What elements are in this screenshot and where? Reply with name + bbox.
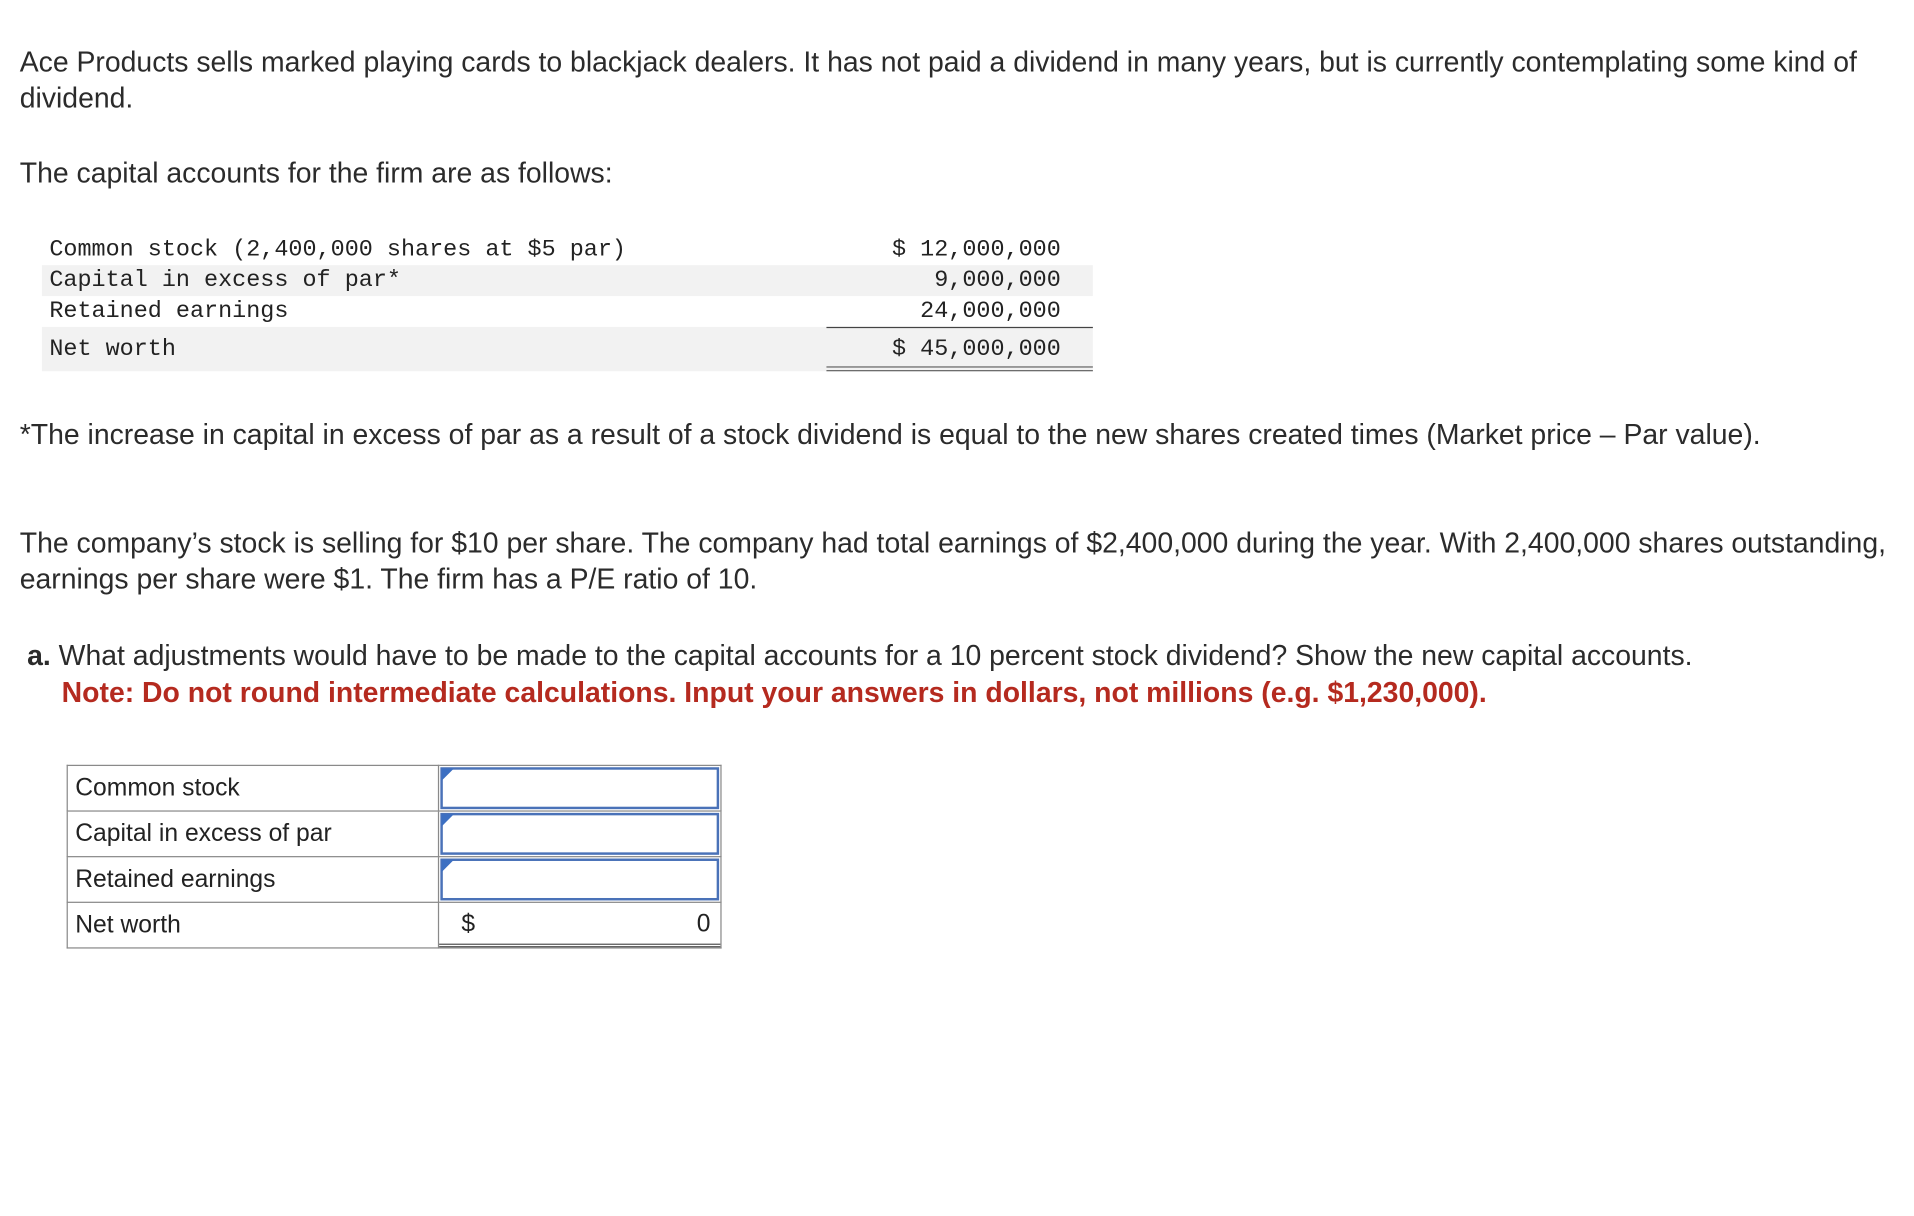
retained-earnings-input-cell xyxy=(439,857,721,903)
capital-total-label: Net worth xyxy=(49,335,176,363)
net-worth-cell xyxy=(439,902,721,948)
capital-accounts-table xyxy=(42,234,1093,371)
common-stock-input-cell xyxy=(439,765,721,811)
answer-row xyxy=(67,811,721,857)
answer-row xyxy=(67,765,721,811)
answer-row xyxy=(67,857,721,903)
capital-row xyxy=(42,296,1093,327)
answer-table xyxy=(67,765,722,949)
capital-row xyxy=(42,234,1093,265)
answer-row-label: Common stock xyxy=(67,765,438,811)
input-marker-icon xyxy=(442,860,454,872)
intro-paragraph: Ace Products sells marked playing cards to blackjack dealers. It has not paid a dividend in many years, but is currently contemplating some kind of dividend. xyxy=(19,45,1857,114)
currency-symbol: $ xyxy=(461,910,476,938)
input-marker-icon xyxy=(442,814,454,826)
capital-total-value: $ 45,000,000 xyxy=(892,335,1061,363)
capital-row-value: 9,000,000 xyxy=(934,266,1061,294)
stock-info-paragraph: The company’s stock is selling for $10 per share. The company had total earnings of $2,400,000 during the year. With 2,400,000 shares outstanding, earnings per share were $1. The firm has a P/E ratio of 10. xyxy=(19,526,1886,595)
capital-row-label: Capital in excess of par* xyxy=(49,266,401,294)
net-worth-value xyxy=(439,903,720,947)
capital-total-row xyxy=(42,327,1093,371)
common-stock-input[interactable] xyxy=(440,767,719,809)
capital-row-value: 24,000,000 xyxy=(920,297,1061,325)
answer-row-label: Capital in excess of par xyxy=(67,811,438,857)
question-prefix: a. xyxy=(27,638,51,672)
retained-earnings-input[interactable] xyxy=(440,859,719,901)
capital-row-value: $ 12,000,000 xyxy=(892,235,1061,263)
answer-total-label: Net worth xyxy=(67,902,438,948)
capital-excess-input-cell xyxy=(439,811,721,857)
capital-row xyxy=(42,265,1093,296)
answer-total-row xyxy=(67,902,721,948)
capital-excess-input[interactable] xyxy=(440,813,719,855)
question-text: What adjustments would have to be made to the capital accounts for a 10 percent stock dividend? Show the new capital accounts. xyxy=(50,638,1693,672)
answer-row-label: Retained earnings xyxy=(67,857,438,903)
footnote: *The increase in capital in excess of par as a result of a stock dividend is equal to the new shares created times (Market price – Par value). xyxy=(19,418,1761,451)
question-note: Note: Do not round intermediate calculations. Input your answers in dollars, not millions (e.g. $1,230,000). xyxy=(61,675,1487,709)
question-a xyxy=(27,636,1914,710)
capital-intro: The capital accounts for the firm are as follows: xyxy=(19,156,613,189)
net-worth-amount: 0 xyxy=(696,910,711,938)
input-marker-icon xyxy=(442,768,454,780)
capital-row-label: Retained earnings xyxy=(49,297,289,325)
capital-row-label: Common stock (2,400,000 shares at $5 par) xyxy=(49,235,626,263)
